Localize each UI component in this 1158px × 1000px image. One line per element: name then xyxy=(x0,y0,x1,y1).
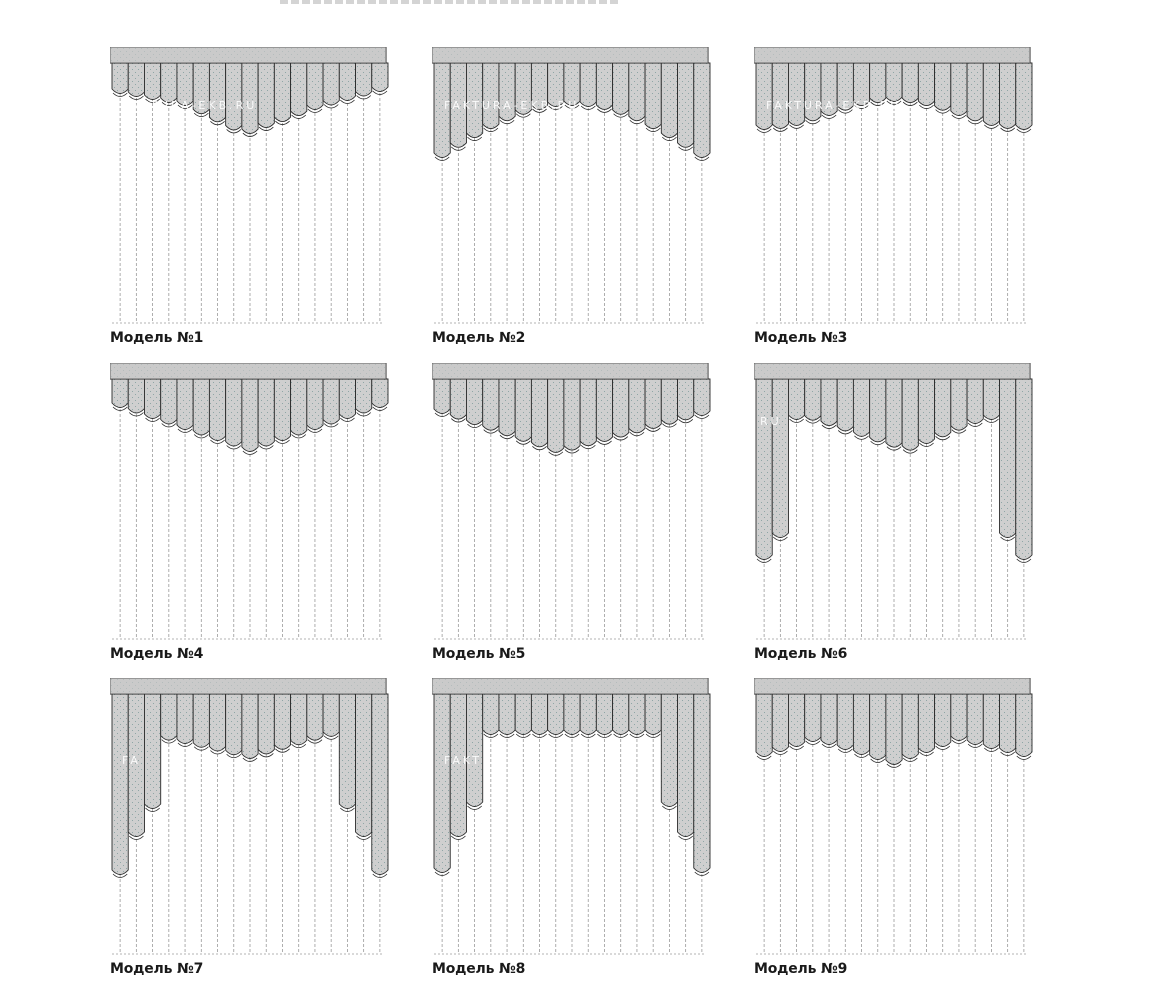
lambrequin-slat xyxy=(694,63,710,161)
lambrequin-slat xyxy=(323,694,339,739)
lambrequin-slat xyxy=(226,694,242,758)
lambrequin-slat xyxy=(580,694,596,738)
lambrequin-slat xyxy=(661,694,677,810)
lambrequin-slat xyxy=(918,379,934,447)
cornice-texture xyxy=(754,363,1030,379)
lambrequin-slat xyxy=(144,63,160,103)
model-6-drawing xyxy=(754,363,1034,643)
lambrequin-slat xyxy=(291,694,307,748)
lambrequin-slat xyxy=(837,694,853,753)
lambrequin-slat xyxy=(466,379,482,428)
model-9-caption: Модель №9 xyxy=(754,961,848,977)
lambrequin-slat xyxy=(772,694,788,755)
model-9-drawing xyxy=(754,678,1034,958)
lambrequin-slat xyxy=(483,379,499,433)
lambrequin-slat xyxy=(951,694,967,744)
lambrequin-slat xyxy=(935,379,951,440)
lambrequin-slat xyxy=(678,63,694,150)
lambrequin-slat xyxy=(531,379,547,450)
lambrequin-slat xyxy=(756,63,772,133)
model-4-caption: Модель №4 xyxy=(110,646,204,662)
model-3-caption: Модель №3 xyxy=(754,330,848,346)
lambrequin-slat xyxy=(564,379,580,453)
lambrequin-slat xyxy=(307,379,323,433)
lambrequin-slat xyxy=(128,379,144,416)
cornice-texture xyxy=(432,47,708,63)
model-7-caption: Модель №7 xyxy=(110,961,204,977)
lambrequin-slat xyxy=(661,63,677,141)
model-1-card xyxy=(110,47,390,357)
lambrequin-slat xyxy=(788,63,804,128)
lambrequin-slat xyxy=(645,63,661,132)
lambrequin-slat xyxy=(161,694,177,743)
lambrequin-slat xyxy=(902,694,918,762)
lambrequin-slat xyxy=(935,694,951,750)
lambrequin-slat xyxy=(1000,694,1016,756)
lambrequin-slat xyxy=(788,694,804,750)
lambrequin-slat xyxy=(788,379,804,423)
lambrequin-slat xyxy=(161,379,177,427)
lambrequin-slat xyxy=(339,694,355,812)
lambrequin-slat xyxy=(967,63,983,124)
lambrequin-slat xyxy=(515,379,531,444)
lambrequin-slat xyxy=(564,694,580,738)
top-decorative-strip xyxy=(280,0,620,4)
lambrequin-slat xyxy=(307,63,323,113)
lambrequin-slat xyxy=(821,379,837,429)
lambrequin-slat xyxy=(515,694,531,738)
lambrequin-slat xyxy=(450,379,466,422)
lambrequin-slat xyxy=(372,63,388,95)
model-7-card xyxy=(110,678,390,988)
lambrequin-slat xyxy=(258,63,274,131)
watermark-text: RU xyxy=(760,415,782,428)
lambrequin-slat xyxy=(629,379,645,436)
model-2-card xyxy=(432,47,712,357)
lambrequin-slat xyxy=(466,694,482,810)
lambrequin-slat xyxy=(291,63,307,119)
lambrequin-slat xyxy=(177,694,193,747)
model-5-card xyxy=(432,363,712,673)
lambrequin-slat xyxy=(613,379,629,440)
lambrequin-slat xyxy=(629,694,645,738)
lambrequin-slat xyxy=(548,694,564,738)
lambrequin-slat xyxy=(274,379,290,444)
lambrequin-slat xyxy=(596,63,612,112)
lambrequin-slat xyxy=(258,694,274,757)
lambrequin-slat xyxy=(112,379,128,411)
watermark-text: FAKTURA-EKB.RU xyxy=(122,99,258,112)
model-2-caption: Модель №2 xyxy=(432,330,526,346)
watermark-text: FAKTURA-EKB.RU xyxy=(766,99,902,112)
lambrequin-slat xyxy=(1000,379,1016,541)
lambrequin-slat xyxy=(258,379,274,449)
model-2-drawing xyxy=(432,47,712,327)
lambrequin-slat xyxy=(499,63,515,124)
cornice-texture xyxy=(110,678,386,694)
model-9-card xyxy=(754,678,1034,988)
model-3-card xyxy=(754,47,1034,357)
lambrequin-slat xyxy=(951,63,967,119)
lambrequin-slat xyxy=(935,63,951,113)
cornice-texture xyxy=(754,47,1030,63)
lambrequin-slat xyxy=(209,694,225,754)
cornice-texture xyxy=(110,363,386,379)
lambrequin-slat xyxy=(772,379,788,541)
lambrequin-slat xyxy=(918,63,934,109)
lambrequin-slat xyxy=(372,694,388,878)
lambrequin-slat xyxy=(694,379,710,419)
lambrequin-slat xyxy=(629,63,645,124)
lambrequin-slat xyxy=(870,694,886,763)
model-8-card xyxy=(432,678,712,988)
lambrequin-slat xyxy=(805,694,821,745)
lambrequin-slat xyxy=(853,379,869,439)
lambrequin-slat xyxy=(837,379,853,434)
lambrequin-slat xyxy=(772,63,788,131)
model-6-card xyxy=(754,363,1034,673)
lambrequin-slat xyxy=(112,694,128,878)
lambrequin-slat xyxy=(902,379,918,453)
lambrequin-slat xyxy=(226,63,242,133)
lambrequin-slat xyxy=(323,379,339,427)
watermark-text: FAKT xyxy=(444,754,482,767)
lambrequin-slat xyxy=(918,694,934,756)
lambrequin-slat xyxy=(661,379,677,427)
lambrequin-slat xyxy=(951,379,967,433)
lambrequin-slat xyxy=(339,63,355,104)
lambrequin-slat xyxy=(434,694,450,876)
lambrequin-slat xyxy=(983,379,999,423)
model-3-drawing xyxy=(754,47,1034,327)
lambrequin-slat xyxy=(356,379,372,416)
lambrequin-slat xyxy=(177,379,193,433)
lambrequin-slat xyxy=(499,694,515,738)
lambrequin-slat xyxy=(434,379,450,417)
lambrequin-slat xyxy=(821,694,837,748)
model-1-caption: Модель №1 xyxy=(110,330,204,346)
lambrequin-slat xyxy=(645,379,661,431)
lambrequin-slat xyxy=(870,379,886,445)
lambrequin-slat xyxy=(242,694,258,762)
cornice-texture xyxy=(754,678,1030,694)
lambrequin-slat xyxy=(756,379,772,563)
lambrequin-slat xyxy=(967,694,983,748)
lambrequin-slat xyxy=(483,694,499,738)
lambrequin-slat xyxy=(983,63,999,128)
lambrequin-slat xyxy=(307,694,323,743)
lambrequin-slat xyxy=(678,694,694,840)
lambrequin-slat xyxy=(1016,379,1032,563)
lambrequin-slat xyxy=(678,379,694,423)
lambrequin-slat xyxy=(274,63,290,125)
lambrequin-slat xyxy=(694,694,710,876)
lambrequin-slat xyxy=(209,379,225,444)
model-7-drawing xyxy=(110,678,390,958)
lambrequin-slat xyxy=(323,63,339,108)
lambrequin-slat xyxy=(242,379,258,455)
lambrequin-slat xyxy=(805,63,821,124)
model-8-drawing xyxy=(432,678,712,958)
lambrequin-slat xyxy=(209,63,225,125)
model-1-drawing xyxy=(110,47,390,327)
lambrequin-slat xyxy=(1016,63,1032,133)
lambrequin-slat xyxy=(613,694,629,738)
lambrequin-slat xyxy=(886,694,902,768)
lambrequin-slat xyxy=(580,63,596,109)
lambrequin-slat xyxy=(580,379,596,449)
lambrequin-slat xyxy=(596,379,612,444)
lambrequin-slat xyxy=(356,694,372,840)
watermark-text: FA xyxy=(122,754,141,767)
lambrequin-slat xyxy=(128,63,144,100)
lambrequin-slat xyxy=(339,379,355,422)
lambrequin-slat xyxy=(193,694,209,750)
model-6-caption: Модель №6 xyxy=(754,646,848,662)
lambrequin-slat xyxy=(112,63,128,97)
lambrequin-slat xyxy=(226,379,242,449)
lambrequin-slat xyxy=(548,379,564,455)
lambrequin-slat xyxy=(1016,694,1032,760)
watermark-text: FAKTURA-EKB.RU xyxy=(444,99,580,112)
lambrequin-slat xyxy=(853,694,869,758)
model-5-caption: Модель №5 xyxy=(432,646,526,662)
lambrequin-slat xyxy=(144,379,160,422)
model-5-drawing xyxy=(432,363,712,643)
lambrequin-slat xyxy=(805,379,821,423)
lambrequin-slat xyxy=(291,379,307,438)
model-4-drawing xyxy=(110,363,390,643)
lambrequin-slat xyxy=(756,694,772,760)
lambrequin-slat xyxy=(613,63,629,117)
lambrequin-slat xyxy=(967,379,983,427)
lambrequin-slat xyxy=(274,694,290,752)
lambrequin-slat xyxy=(483,63,499,132)
cornice-texture xyxy=(110,47,386,63)
lambrequin-slat xyxy=(1000,63,1016,131)
model-4-card xyxy=(110,363,390,673)
lambrequin-slat xyxy=(193,379,209,438)
lambrequin-slat xyxy=(356,63,372,99)
lambrequin-slat xyxy=(372,379,388,411)
lambrequin-slat xyxy=(645,694,661,738)
lambrequin-slat xyxy=(144,694,160,812)
lambrequin-slat xyxy=(596,694,612,738)
model-8-caption: Модель №8 xyxy=(432,961,526,977)
cornice-texture xyxy=(432,678,708,694)
lambrequin-slat xyxy=(886,379,902,450)
lambrequin-slat xyxy=(499,379,515,439)
lambrequin-slat xyxy=(531,694,547,738)
lambrequin-slat xyxy=(902,63,918,106)
lambrequin-slat xyxy=(983,694,999,752)
cornice-texture xyxy=(432,363,708,379)
